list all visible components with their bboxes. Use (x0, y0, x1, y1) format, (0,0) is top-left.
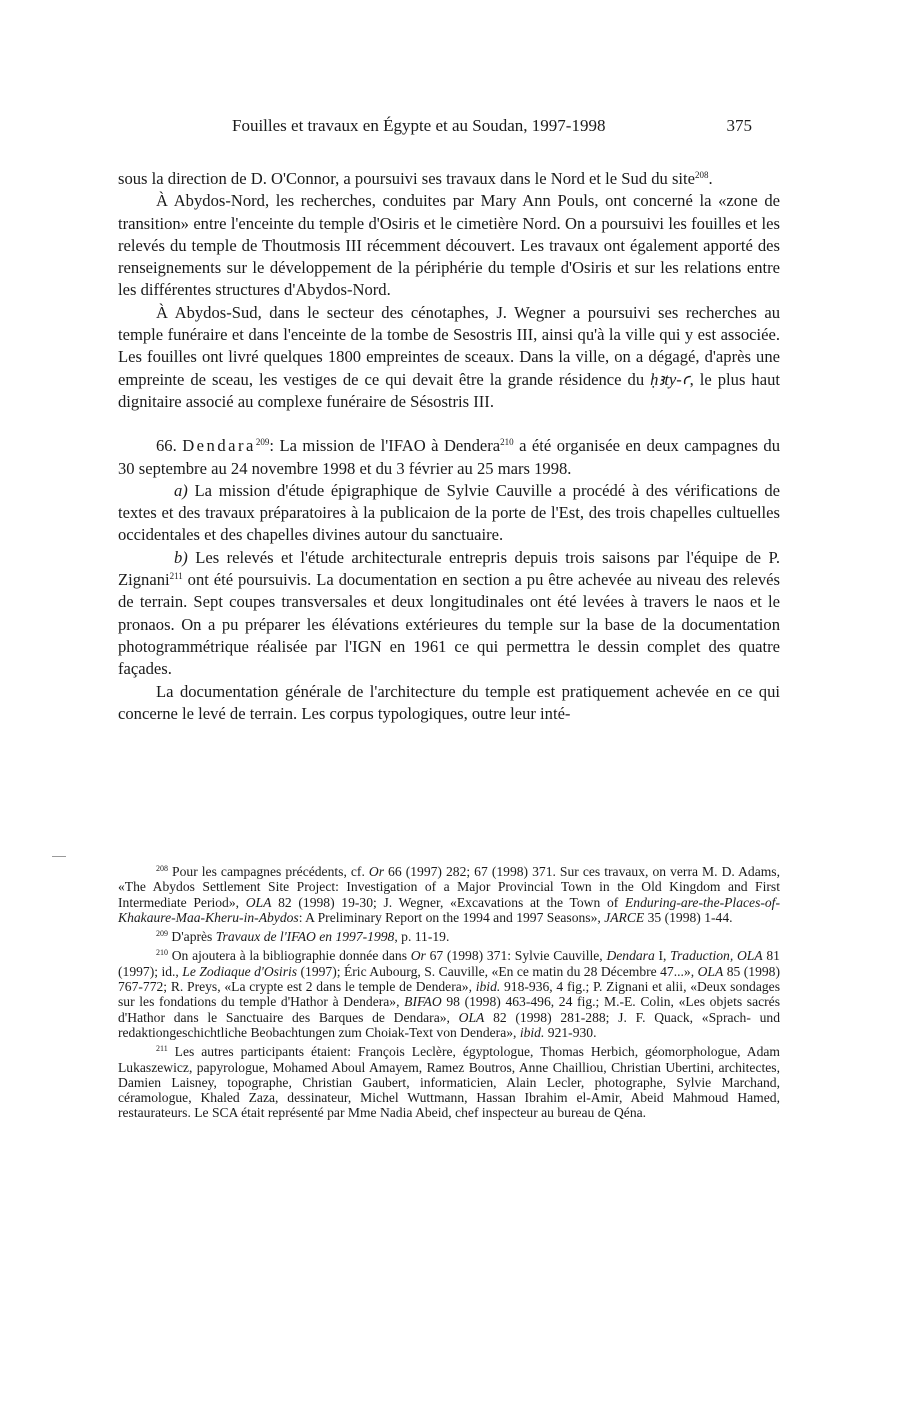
text-run: 66 (1997) 282; 67 (1998) 371. Sur ces travaux, on verra M. D. Adams, «The Abydos Settlement Site Project: Investigation of a Major Provincial Town in the Old Kingdom and First Intermediate Period», (118, 864, 780, 910)
italic-run: Dendara (606, 948, 655, 964)
main-text (118, 168, 780, 725)
italic-run: Or (368, 864, 385, 879)
italic-run: OLA (697, 963, 724, 979)
italic-run: Travaux de l'IFAO en 1997-1998 (215, 929, 395, 945)
page-number: 375 (726, 116, 752, 135)
text-run: Pour les campagnes précédents, cf. (168, 864, 369, 879)
italic-run: OLA (245, 894, 272, 910)
text-run: sous la direction de D. O'Connor, a poursuivi ses travaux dans le Nord et le Sud du site (118, 169, 696, 188)
text-run: Les autres participants étaient: François Leclère, égyptologue, Thomas Herbich, géomorphologue, Adam Lukaszewicz, papyrologue, Mohamed Aboul Amayem, Ramez Boutros, Anne Chailliou, Christian Ubertini, architectes, Damien Laisney, topographe, Christian Gaubert, informaticien, Alain Lecler, photographe, Sylvie Marchand, céramologue, Khaled Zaza, dessinateur, Michel Wuttmann, Hassan Ibrahim el-Amir, Abeid Mahmoud Hamed, restaurateurs. Le SCA était représenté par Mme Nadia Abeid, chef inspecteur au bureau de Qéna. (118, 1044, 780, 1121)
footnote-211 (118, 1044, 780, 1120)
footnote-number: 210 (156, 948, 168, 958)
text-run: La mission d'étude épigraphique de Sylvie Cauville a procédé à des vérifications de textes et des travaux préparatoires à la publicaion de la porte de l'Est, des trois chapelles cultuelles occidentales et des chapelles divines autour du sanctuaire. (118, 480, 780, 545)
section-number: 66. (156, 436, 177, 456)
italic-run: ibid. (475, 979, 501, 995)
italic-run: Or (410, 948, 426, 964)
text-run: , le plus haut dignitaire associé au complexe funéraire de Sésostris III. (118, 369, 780, 411)
running-header (232, 116, 752, 140)
italic-run: Le Zodiaque d'Osiris (182, 963, 298, 979)
text-run: 82 (1998) 19-30; J. Wegner, «Excavations at the Town of (271, 894, 625, 910)
text-run: 81 (1997); id., (118, 948, 780, 979)
paragraph-continuation (118, 168, 780, 190)
footnote-208 (118, 864, 780, 925)
italic-run: OLA (458, 1009, 485, 1025)
footnote-ref-211: 211 (169, 571, 183, 582)
text-run: : A Preliminary Report on the 1994 and 1997 Seasons», (298, 909, 605, 925)
text-run: I, (654, 948, 671, 964)
text-run: 82 (1998) 281-288; J. F. Quack, «Sprach- und redaktiongeschichtliche Beobachtungen zum Choiak-Text von Dendera», (118, 1009, 780, 1040)
text-run: , p. 11-19. (394, 929, 450, 945)
footnote-210 (118, 948, 780, 1040)
footnote-209 (118, 929, 780, 944)
text-run: 918-936, 4 fig.; P. Zignani et alii, «Deux sondages sur les fondations du temple d'Hathor à Dendera», (118, 979, 781, 1010)
egyptian-term: ḥꜣty-ꜥ (650, 369, 690, 389)
text-run: a été organisée en deux campagnes du 30 septembre au 24 novembre 1998 et du 3 février au 25 mars 1998. (118, 436, 780, 478)
text-run: 98 (1998) 463-496, 24 fig.; M.-E. Colin, «Les objets sacrés d'Hathor dans le Sanctuaire des Barques de Dendara», (118, 994, 781, 1025)
item-label-a: a) (174, 480, 188, 500)
section-66-dendara (118, 435, 780, 480)
running-title: Fouilles et travaux en Égypte et au Soudan, 1997-1998 (232, 116, 606, 135)
footnote-ref-209: 209 (255, 437, 270, 448)
text-run: 85 (1998) 767-772; R. Preys, «La crypte est 2 dans le temple de Dendera», (118, 963, 780, 995)
text-run: 67 (1998) 371: Sylvie Cauville, (425, 948, 607, 964)
section-site-name: Dendara (182, 436, 256, 456)
text-run: 921-930. (544, 1024, 597, 1040)
footnote-number: 209 (156, 929, 168, 939)
paragraph-b-architecture (118, 547, 780, 681)
text-run: Les relevés et l'étude architecturale entrepris depuis trois saisons par l'équipe de P. Zignani (118, 547, 780, 590)
italic-run: ibid. (519, 1024, 545, 1040)
text-run: . (708, 169, 713, 188)
paragraph-documentation: La documentation générale de l'architecture du temple est pratiquement achevée en ce qui concerne le levé de terrain. Les corpus typologiques, outre leur inté- (118, 681, 780, 723)
text-run: On ajoutera à la bibliographie donnée dans (168, 948, 411, 964)
text-run: D'après (168, 929, 216, 945)
item-label-b: b) (174, 547, 188, 567)
text-run: ont été poursuivis. La documentation en section a pu être achevée au niveau des relevés de terrain. Sept coupes transversales et deux longitudinales ont été levées à travers le naos et le pronaos. On a pu préparer les élévations extérieures du temple sur la base de la documentation photogrammétrique réalisée par l'IGN en 1961 ce qui permettra le dessin complet des quatre façades. (118, 570, 780, 679)
footnote-number: 208 (156, 864, 168, 873)
paragraph-abydos-sud (118, 302, 780, 413)
footnotes (118, 864, 780, 1125)
italic-run: Traduction, OLA (670, 948, 763, 964)
paragraph-a-epigraphy (118, 480, 780, 547)
text-run: À Abydos-Sud, dans le secteur des cénotaphes, J. Wegner a poursuivi ses recherches au temple funéraire et dans l'enceinte de la tombe de Sesostris III, ainsi qu'à la ville qui y est associée. Les fouilles ont livré quelques 1800 empreintes de sceaux. Dans la ville, on a dégagé, d'après une empreinte de sceau, les vestiges de ce qui devait être la grande résidence du (118, 302, 780, 389)
italic-run: Enduring-are-the-Places-of-Khakaure-Maa-Kheru-in-Abydos (118, 894, 780, 925)
footnote-ref-208: 208 (695, 170, 709, 180)
footnote-separator (52, 856, 66, 857)
text-run: (1997); Éric Aubourg, S. Cauville, «En ce matin du 28 Décembre 47...», (297, 963, 698, 979)
italic-run: BIFAO (404, 994, 442, 1010)
italic-run: JARCE (604, 909, 645, 925)
paragraph-abydos-nord: À Abydos-Nord, les recherches, conduites par Mary Ann Pouls, ont concerné la «zone de transition» entre l'enceinte du temple d'Osiris et le cimetière Nord. On a poursuivi les fouilles et les relevés du temple de Thoutmosis III récemment découvert. Les travaux ont également apporté des renseignements sur le développement de la périphérie du temple d'Osiris et sur les relations entre les différentes structures d'Abydos-Nord. (118, 191, 780, 300)
text-run: : La mission de l'IFAO à Dendera (269, 436, 501, 456)
footnote-ref-210: 210 (500, 437, 514, 448)
footnote-number: 211 (156, 1044, 168, 1054)
text-run: 35 (1998) 1-44. (644, 909, 733, 925)
